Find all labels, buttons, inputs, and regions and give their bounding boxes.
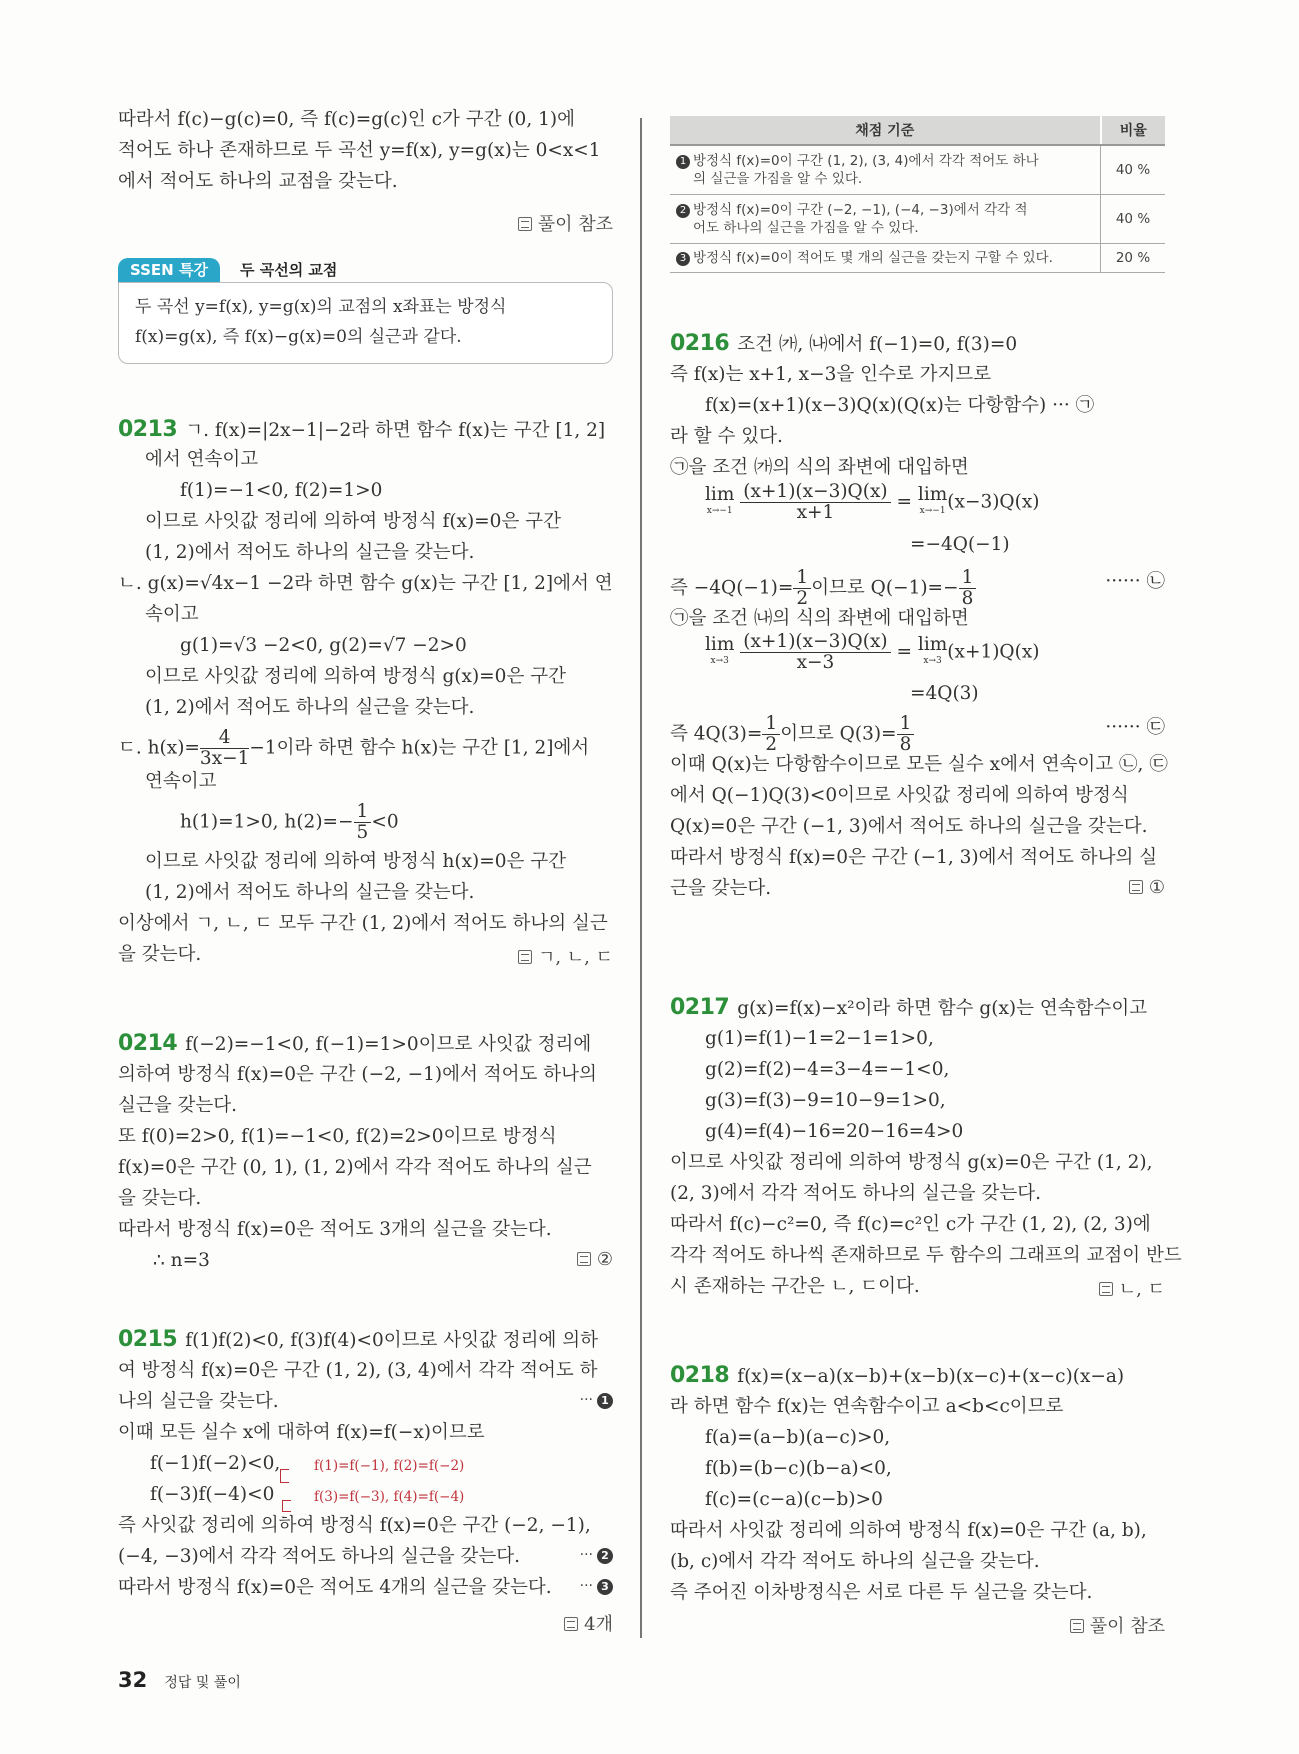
- text-line: 나의 실근을 갖는다.: [118, 1391, 279, 1412]
- answer-icon: [518, 217, 532, 231]
- step-marker: ··· 3: [580, 1578, 613, 1595]
- bracket-line: [282, 1500, 291, 1512]
- text-line: Q(x)=0은 구간 (−1, 3)에서 적어도 하나의 실근을 갖는다.: [670, 816, 1148, 837]
- equation: g(4)=f(4)−16=20−16=4>0: [705, 1121, 964, 1142]
- equation: =−4Q(−1): [910, 534, 1010, 555]
- answer-icon: [1099, 1282, 1113, 1296]
- text-line: f(x)=0은 구간 (0, 1), (1, 2)에서 각각 적어도 하나의 실근: [118, 1157, 592, 1178]
- text-line: 이므로 사잇값 정리에 의하여 방정식 g(x)=0은 구간: [145, 666, 566, 687]
- text-line: ㄴ. g(x)=√4x−1 −2라 하면 함수 g(x)는 구간 [1, 2]에서 연: [118, 573, 613, 594]
- text-line: 실근을 갖는다.: [118, 1095, 237, 1116]
- table-row: 3 방정식 f(x)=0이 적어도 몇 개의 실근을 갖는지 구할 수 있다. 20 %: [670, 244, 1165, 273]
- ssen-title: 두 곡선의 교점: [240, 261, 338, 279]
- equation: f(b)=(b−c)(b−a)<0,: [705, 1458, 892, 1479]
- text-line: 따라서 방정식 f(x)=0은 적어도 3개의 실근을 갖는다.: [118, 1219, 552, 1240]
- text-line: 따라서 방정식 f(x)=0은 적어도 4개의 실근을 갖는다.: [118, 1577, 552, 1598]
- equation: f(1)=−1<0, f(2)=1>0: [180, 480, 383, 501]
- problem-number: 0213: [118, 417, 178, 442]
- text-line: f(−2)=−1<0, f(−1)=1>0이므로 사잇값 정리에: [185, 1034, 592, 1055]
- equation: f(a)=(a−b)(a−c)>0,: [705, 1427, 891, 1448]
- text-line: 즉 사잇값 정리에 의하여 방정식 f(x)=0은 구간 (−2, −1),: [118, 1515, 591, 1536]
- column-divider: [640, 118, 642, 1638]
- grading-table: [670, 116, 1165, 273]
- problem-number: 0217: [670, 995, 730, 1020]
- text-line: 조건 ㈎, ㈏에서 f(−1)=0, f(3)=0: [737, 334, 1018, 355]
- text-line: ㄱ. f(x)=|2x−1|−2라 하면 함수 f(x)는 구간 [1, 2]: [185, 420, 606, 441]
- text-line: 에서 연속이고: [145, 449, 259, 470]
- text-line: 속이고: [145, 604, 199, 625]
- step-marker: ··· 1: [580, 1392, 613, 1409]
- text-line: 라 할 수 있다.: [670, 426, 783, 447]
- annotation: f(1)=f(−1), f(2)=f(−2): [314, 1458, 465, 1474]
- text-line: 의하여 방정식 f(x)=0은 구간 (−2, −1)에서 적어도 하나의: [118, 1064, 597, 1085]
- text-line: 이므로 사잇값 정리에 의하여 방정식 h(x)=0은 구간: [145, 851, 567, 872]
- ssen-content: [118, 282, 613, 364]
- answer-mark: ②: [577, 1249, 613, 1270]
- text-line: ㉠을 조건 ㈏의 식의 좌변에 대입하면: [670, 608, 969, 629]
- text-line: (b, c)에서 각각 적어도 하나의 실근을 갖는다.: [670, 1551, 1040, 1572]
- text-line: ㄷ. h(x)= $\frac{4}{3x-1}$ −1이라 하면 함수 h(x)는 구간 [1, 2]에서: [118, 727, 590, 769]
- equation: g(1)=√3 −2<0, g(2)=√7 −2>0: [180, 635, 467, 656]
- text-line: g(x)=f(x)−x²이라 하면 함수 g(x)는 연속함수이고: [737, 998, 1148, 1019]
- equation: g(2)=f(2)−4=3−4=−1<0,: [705, 1059, 950, 1080]
- equation: =4Q(3): [910, 683, 979, 704]
- text-line: 각각 적어도 하나씩 존재하므로 두 함수의 그래프의 교점이 반드: [670, 1245, 1182, 1266]
- problem-number: 0214: [118, 1031, 178, 1056]
- equation: h(1)=1>0, h(2)=− $\frac{1}{5}$ <0: [180, 801, 399, 843]
- fraction: $\frac{1}{5}$: [354, 802, 372, 843]
- text-line: 따라서 방정식 f(x)=0은 구간 (−1, 3)에서 적어도 하나의 실: [670, 847, 1158, 868]
- text-line: 따라서 사잇값 정리에 의하여 방정식 f(x)=0은 구간 (a, b),: [670, 1520, 1147, 1541]
- ssen-tag: SSEN 특강: [118, 258, 220, 282]
- equation: g(3)=f(3)−9=10−9=1>0,: [705, 1090, 946, 1111]
- answer-icon: [564, 1617, 578, 1631]
- answer-mark: 4개: [564, 1610, 613, 1636]
- equation: g(1)=f(1)−1=2−1=1>0,: [705, 1028, 934, 1049]
- equation: f(−1)f(−2)<0,: [150, 1453, 281, 1474]
- problem-number: 0216: [670, 331, 730, 356]
- annotation: f(3)=f(−3), f(4)=f(−4): [314, 1489, 465, 1505]
- table-row: 2 방정식 f(x)=0이 구간 (−2, −1), (−4, −3)에서 각각 적 어도 하나의 실근을 가짐을 알 수 있다. 40 %: [670, 195, 1165, 244]
- step-marker: ··· 2: [580, 1547, 613, 1564]
- text-line: 두 곡선 y=f(x), y=g(x)의 교점의 x좌표는 방정식: [135, 297, 507, 317]
- answer-mark: ㄱ, ㄴ, ㄷ: [518, 943, 613, 969]
- answer-icon: [1070, 1619, 1084, 1633]
- text-line: 따라서 f(c)−c²=0, 즉 f(c)=c²인 c가 구간 (1, 2), (2, 3)에: [670, 1214, 1151, 1235]
- limit-equation: lim x→3 $\frac{(x+1)(x-3)Q(x)}{x-3}$ = lim x→3 (x+1)Q(x): [705, 631, 1040, 673]
- text-line: 적어도 하나 존재하므로 두 곡선 y=f(x), y=g(x)는 0<x<1: [118, 140, 601, 161]
- text-line: f(x)=g(x), 즉 f(x)−g(x)=0의 실근과 같다.: [135, 327, 462, 347]
- answer-icon: [577, 1252, 591, 1266]
- text-line: (2, 3)에서 각각 적어도 하나의 실근을 갖는다.: [670, 1183, 1041, 1204]
- text-line: 즉 주어진 이차방정식은 서로 다른 두 실근을 갖는다.: [670, 1582, 1093, 1603]
- table-header: 비율: [1101, 116, 1166, 145]
- answer-mark: ㄴ, ㄷ: [1099, 1275, 1165, 1301]
- text-line: ㉠을 조건 ㈎의 식의 좌변에 대입하면: [670, 457, 969, 478]
- answer-mark: ①: [1129, 877, 1165, 898]
- answer-icon: [1129, 880, 1143, 894]
- bracket-line: [280, 1469, 289, 1483]
- problem-number: 0215: [118, 1327, 178, 1352]
- equation: f(c)=(c−a)(c−b)>0: [705, 1489, 883, 1510]
- text-line: 즉 f(x)는 x+1, x−3을 인수로 가지므로: [670, 364, 992, 385]
- text-line: 여 방정식 f(x)=0은 구간 (1, 2), (3, 4)에서 각각 적어도 하: [118, 1360, 598, 1381]
- text-line: 즉 −4Q(−1)= $\frac{1}{2}$ 이므로 Q(−1)=− $\frac{1}{8}$: [670, 568, 976, 609]
- footer-title: 정답 및 풀이: [164, 1675, 241, 1691]
- answer-mark: 풀이 참조: [1070, 1612, 1165, 1638]
- text-line: 에서 Q(−1)Q(3)<0이므로 사잇값 정리에 의하여 방정식: [670, 785, 1129, 806]
- text-line: f(1)f(2)<0, f(3)f(4)<0이므로 사잇값 정리에 의하: [185, 1330, 598, 1351]
- text-line: 이므로 사잇값 정리에 의하여 방정식 g(x)=0은 구간 (1, 2),: [670, 1152, 1153, 1173]
- text-line: 이때 모든 실수 x에 대하여 f(x)=f(−x)이므로: [118, 1422, 485, 1443]
- equation: f(−3)f(−4)<0: [150, 1484, 275, 1505]
- equation-tag: ······ ㉢: [1105, 717, 1165, 738]
- answer-mark: 풀이 참조: [518, 210, 613, 236]
- equation: ∴ n=3: [153, 1250, 210, 1271]
- text-line: (−4, −3)에서 각각 적어도 하나의 실근을 갖는다.: [118, 1546, 520, 1567]
- text-line: (1, 2)에서 적어도 하나의 실근을 갖는다.: [145, 882, 475, 903]
- text-line: 따라서 f(c)−g(c)=0, 즉 f(c)=g(c)인 c가 구간 (0, 1)에: [118, 109, 575, 130]
- text-line: 근을 갖는다.: [670, 878, 772, 899]
- text-line: 이상에서 ㄱ, ㄴ, ㄷ 모두 구간 (1, 2)에서 적어도 하나의 실근: [118, 913, 608, 934]
- problem-number: 0218: [670, 1363, 730, 1388]
- page-number: 32: [118, 1668, 148, 1692]
- text-line: f(x)=(x−a)(x−b)+(x−b)(x−c)+(x−c)(x−a): [737, 1366, 1125, 1387]
- table-row: 1 방정식 f(x)=0이 구간 (1, 2), (3, 4)에서 각각 적어도 하나 의 실근을 가짐을 알 수 있다. 40 %: [670, 145, 1165, 195]
- text-line: 이때 Q(x)는 다항함수이므로 모든 실수 x에서 연속이고 ㉡, ㉢: [670, 754, 1168, 775]
- text-line: (1, 2)에서 적어도 하나의 실근을 갖는다.: [145, 697, 475, 718]
- fraction: $\frac{4}{3x-1}$: [199, 727, 250, 769]
- text-line: 연속이고: [145, 771, 217, 792]
- text-line: 즉 4Q(3)= $\frac{1}{2}$ 이므로 Q(3)= $\frac{1}{8}$: [670, 714, 914, 755]
- limit-equation: lim x→−1 $\frac{(x+1)(x-3)Q(x)}{x+1}$ = lim x→−1 (x−3)Q(x): [705, 481, 1040, 523]
- text-line: 을 갖는다.: [118, 944, 202, 965]
- table-header: 채점 기준: [670, 116, 1101, 145]
- text-line: 또 f(0)=2>0, f(1)=−1<0, f(2)=2>0이므로 방정식: [118, 1126, 557, 1147]
- page-footer: [118, 1668, 241, 1692]
- answer-icon: [518, 950, 532, 964]
- text-line: 에서 적어도 하나의 교점을 갖는다.: [118, 171, 398, 192]
- text-line: (1, 2)에서 적어도 하나의 실근을 갖는다.: [145, 542, 475, 563]
- equation-tag: ······ ㉡: [1105, 571, 1165, 592]
- equation: f(x)=(x+1)(x−3)Q(x)(Q(x)는 다항함수) ··· ㉠: [705, 395, 1095, 416]
- text-line: 이므로 사잇값 정리에 의하여 방정식 f(x)=0은 구간: [145, 511, 561, 532]
- text-line: 을 갖는다.: [118, 1188, 202, 1209]
- text-line: 시 존재하는 구간은 ㄴ, ㄷ이다.: [670, 1276, 920, 1297]
- text-line: 라 하면 함수 f(x)는 연속함수이고 a<b<c이므로: [670, 1396, 1064, 1417]
